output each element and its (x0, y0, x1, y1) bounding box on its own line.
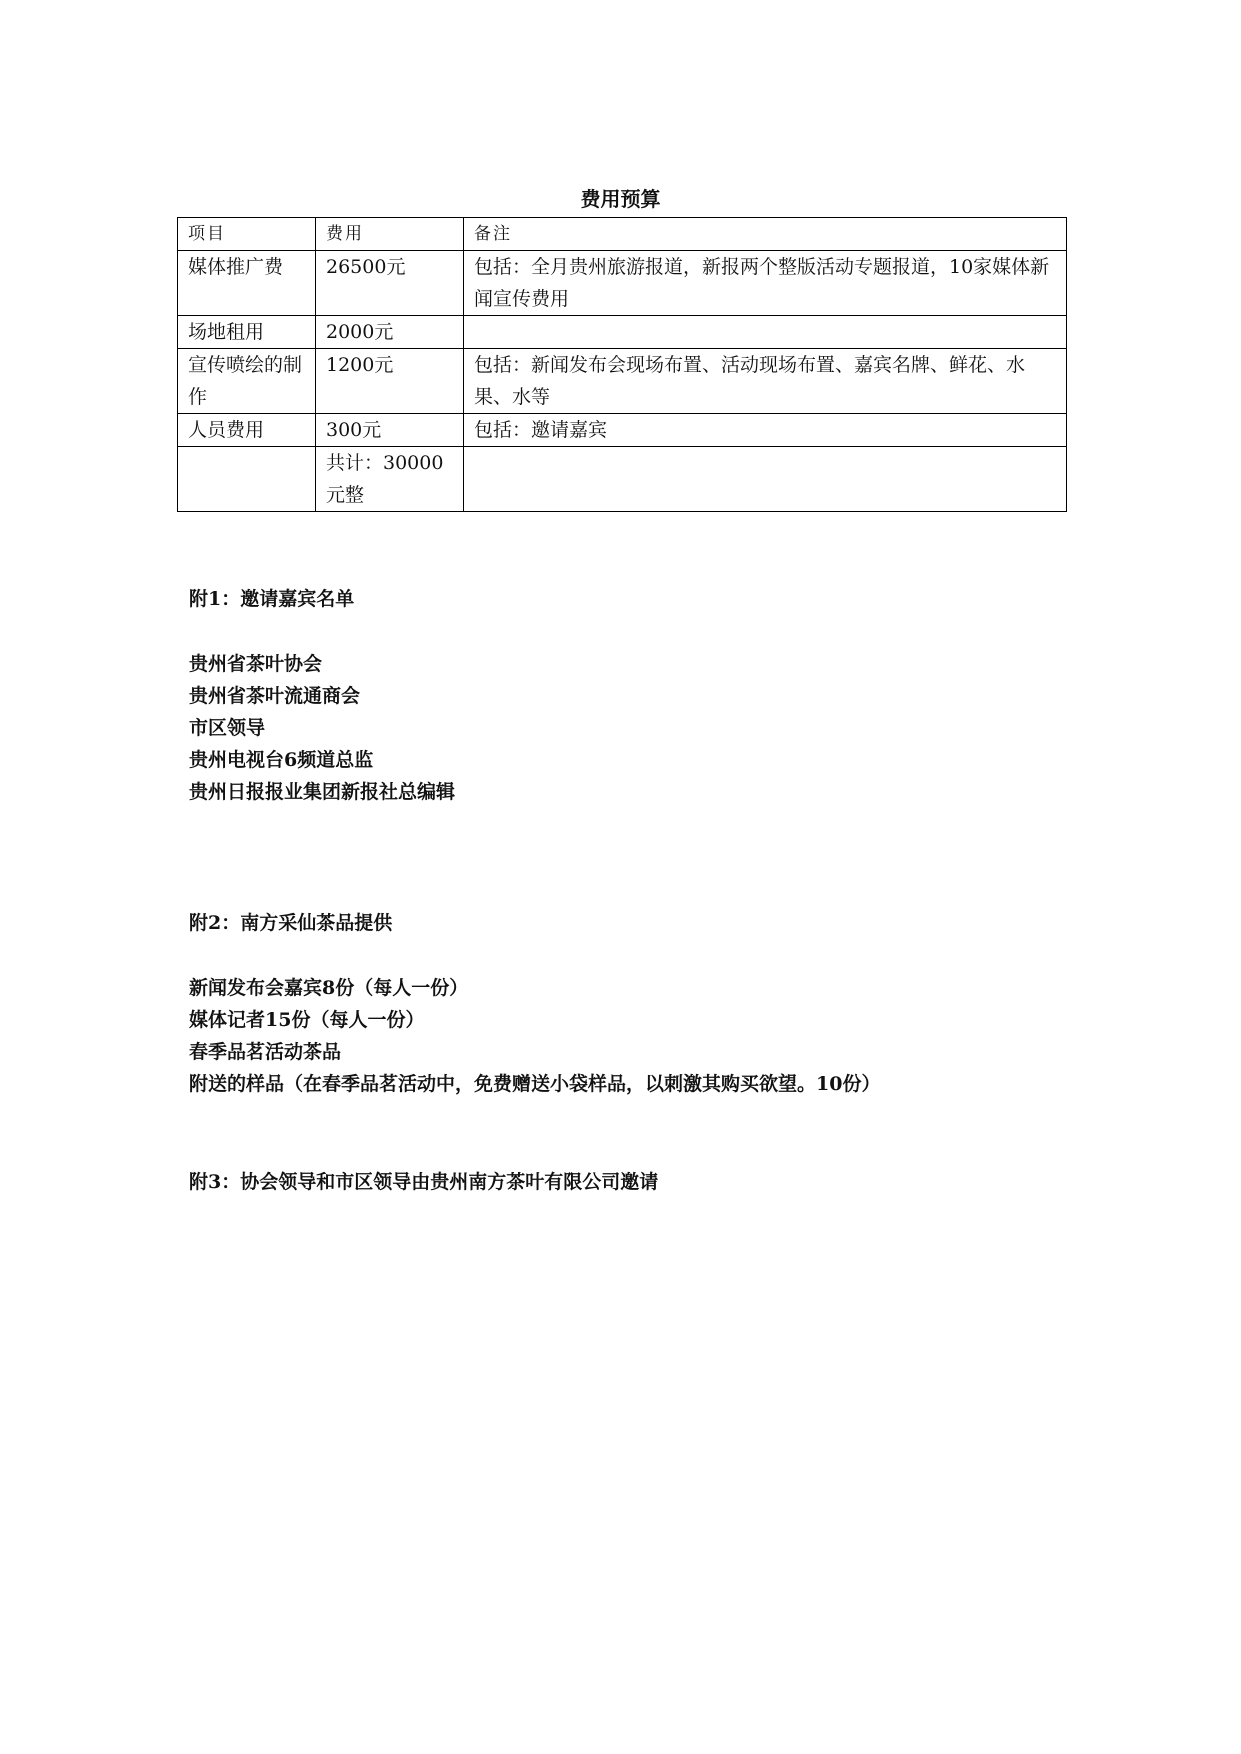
budget-header-row (178, 218, 1067, 251)
budget-row (178, 349, 1067, 414)
appendix1-heading-block (189, 583, 354, 615)
budget-title: 费用预算 (580, 187, 661, 211)
budget-row (178, 414, 1067, 447)
list-item: 贵州日报报业集团新报社总编辑 (189, 781, 456, 803)
appendix1-heading: 附1：邀请嘉宾名单 (189, 588, 355, 610)
budget-item-cell: 媒体推广费 (178, 251, 316, 316)
list-item: 贵州省茶叶流通商会 (189, 685, 361, 707)
budget-note-cell: 包括：新闻发布会现场布置、活动现场布置、嘉宾名牌、鲜花、水果、水等 (464, 349, 1067, 414)
list-item: 贵州电视台6频道总监 (189, 749, 374, 771)
appendix3-heading-block (189, 1166, 658, 1198)
list-item: 媒体记者15份（每人一份） (189, 1009, 425, 1031)
appendix2-tea-list (189, 972, 880, 1100)
budget-note-cell (464, 447, 1067, 512)
list-item: 新闻发布会嘉宾8份（每人一份） (189, 977, 469, 999)
budget-cost-cell: 300元 (316, 414, 464, 447)
appendix2-heading: 附2：南方采仙茶品提供 (189, 912, 393, 934)
appendix2-heading-block (189, 907, 392, 939)
budget-row (178, 316, 1067, 349)
header-cost: 费用 (316, 218, 464, 251)
appendix1-guest-list (189, 648, 455, 808)
budget-note-cell: 包括：邀请嘉宾 (464, 414, 1067, 447)
list-item: 贵州省茶叶协会 (189, 653, 323, 675)
list-item: 春季品茗活动茶品 (189, 1041, 342, 1063)
list-item: 市区领导 (189, 717, 266, 739)
budget-total-row (178, 447, 1067, 512)
list-item: 附送的样品（在春季品茗活动中，免费赠送小袋样品，以刺激其购买欲望。10份） (189, 1073, 881, 1095)
header-note: 备注 (464, 218, 1067, 251)
budget-total-cell: 共计：30000元整 (316, 447, 464, 512)
budget-cost-cell: 1200元 (316, 349, 464, 414)
header-item: 项目 (178, 218, 316, 251)
appendix3-heading: 附3：协会领导和市区领导由贵州南方茶叶有限公司邀请 (189, 1171, 659, 1193)
budget-table (177, 217, 1067, 512)
budget-item-cell: 宣传喷绘的制作 (178, 349, 316, 414)
budget-cost-cell: 2000元 (316, 316, 464, 349)
budget-note-cell (464, 316, 1067, 349)
budget-item-cell: 人员费用 (178, 414, 316, 447)
budget-cost-cell: 26500元 (316, 251, 464, 316)
budget-item-cell: 场地租用 (178, 316, 316, 349)
budget-row (178, 251, 1067, 316)
budget-item-cell (178, 447, 316, 512)
budget-note-cell: 包括：全月贵州旅游报道，新报两个整版活动专题报道，10家媒体新闻宣传费用 (464, 251, 1067, 316)
